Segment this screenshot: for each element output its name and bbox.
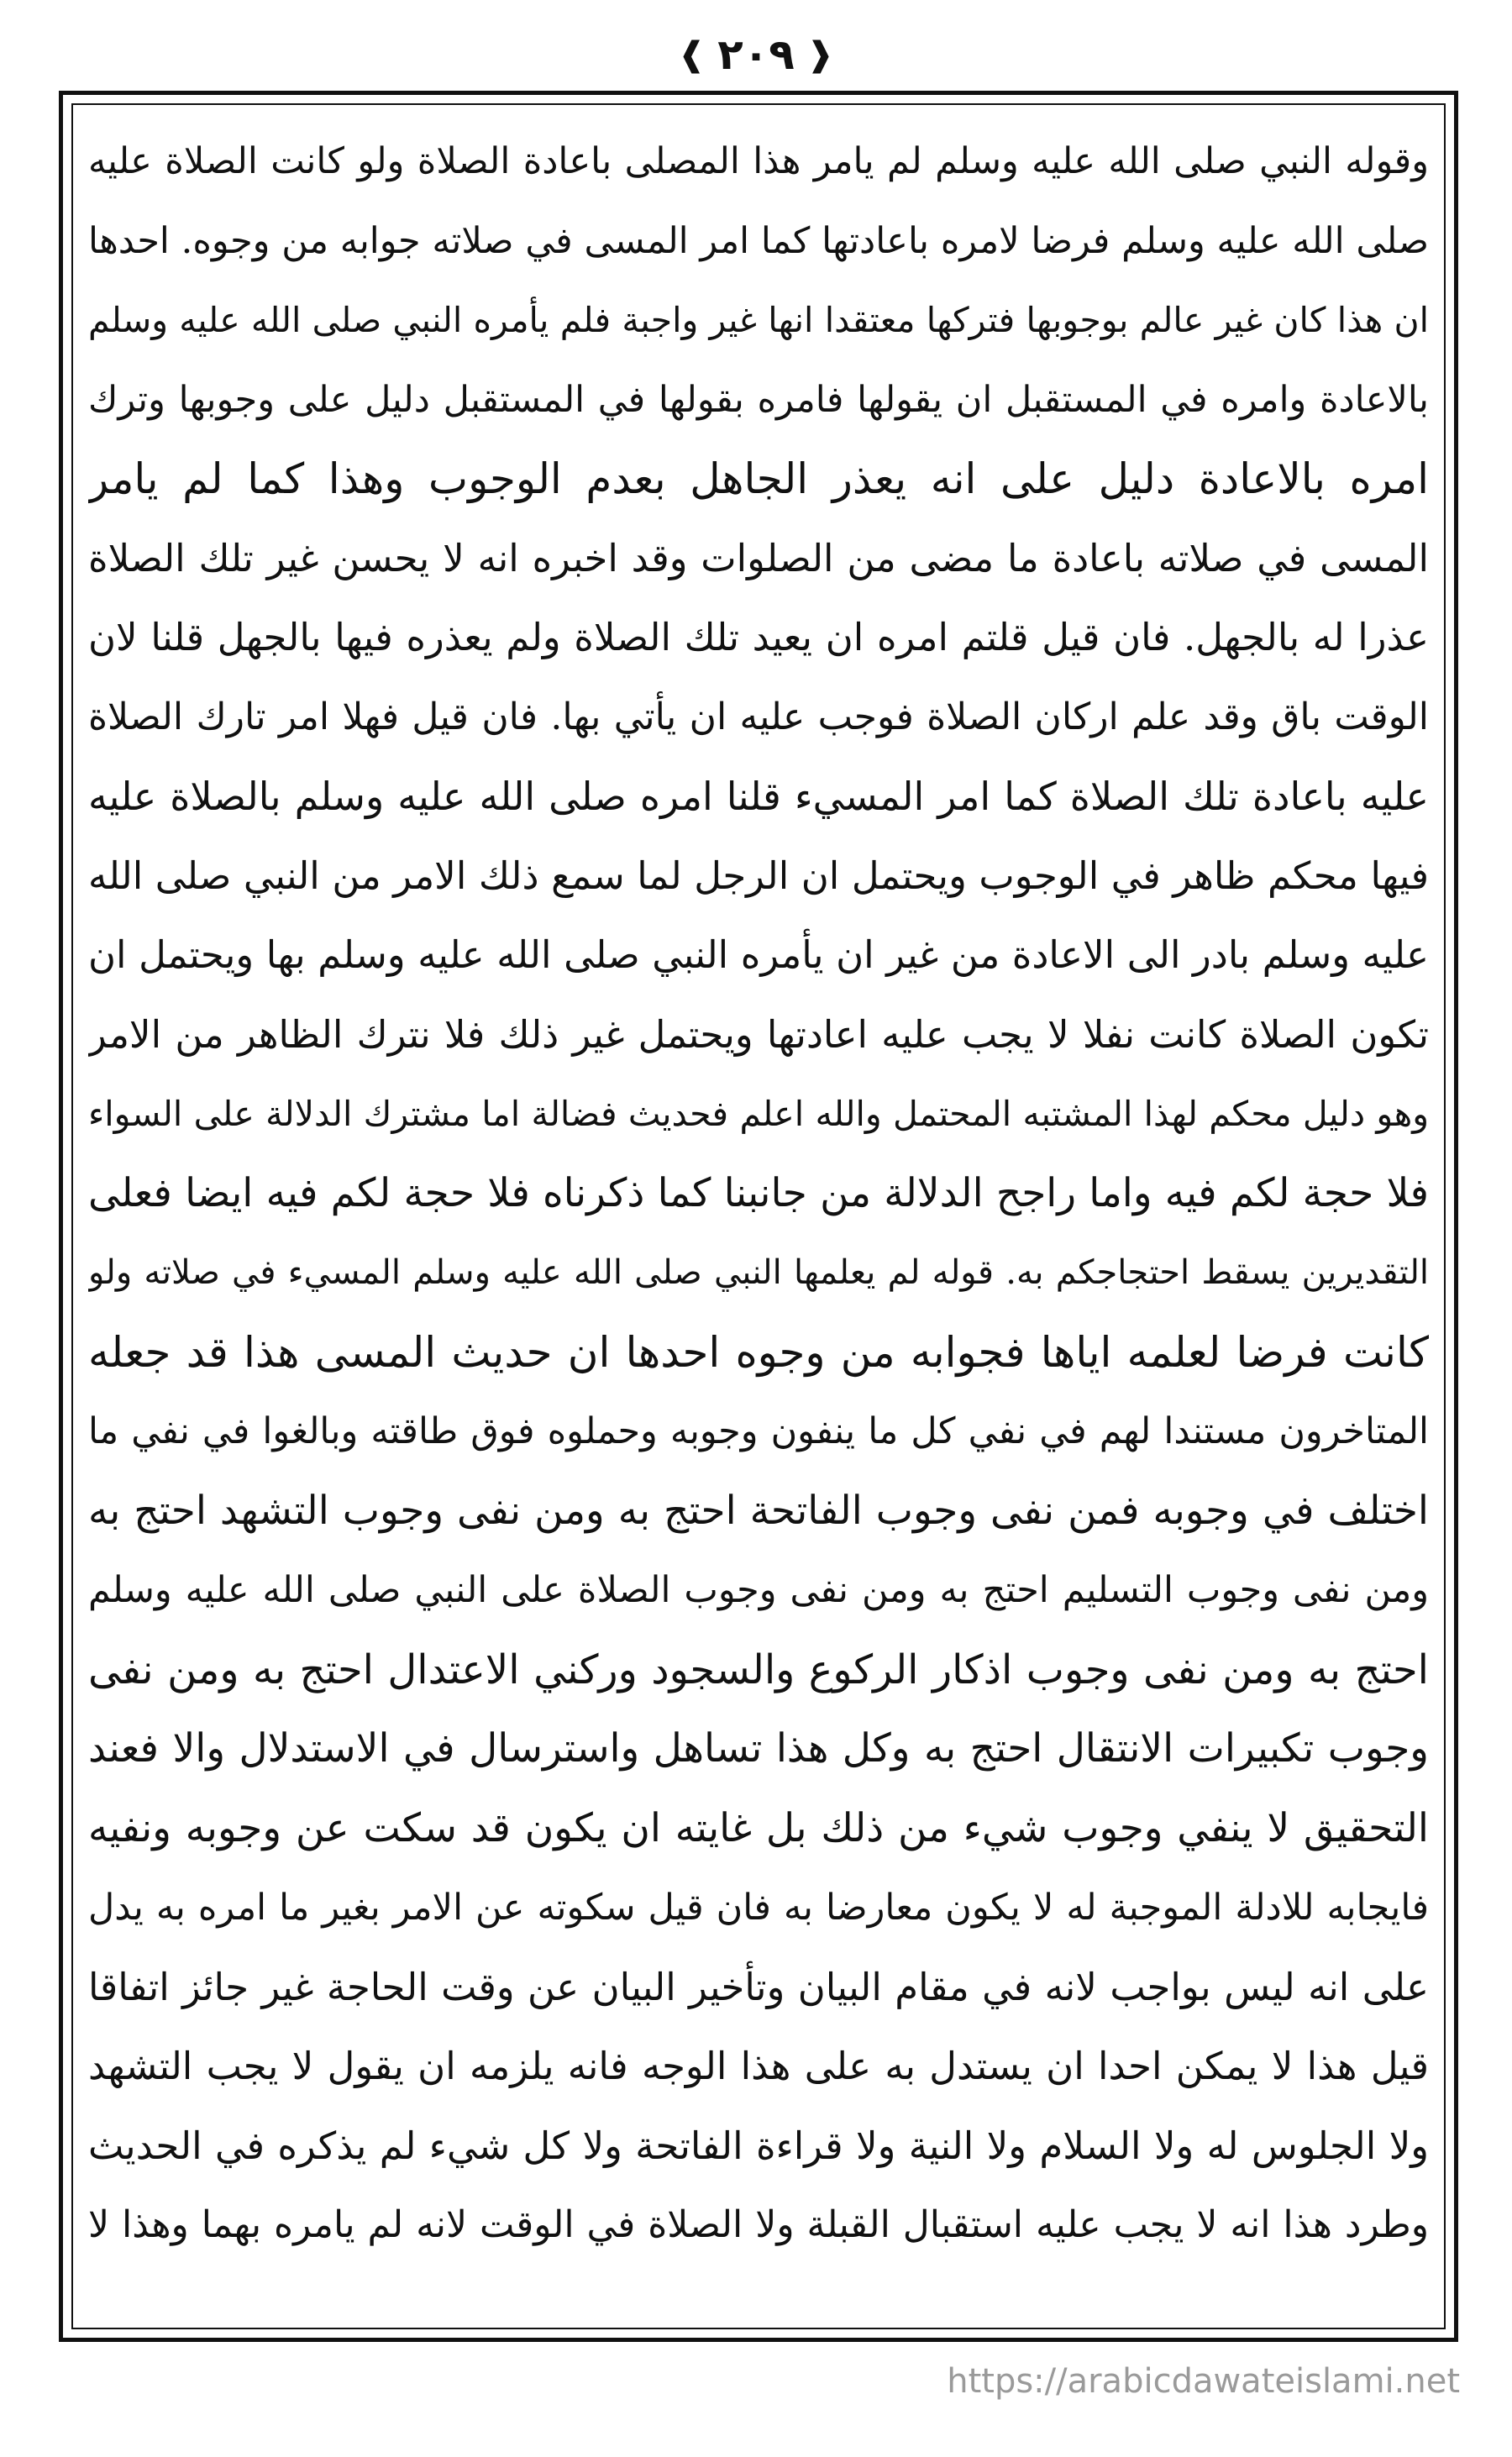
text-line-22: التحقيق لا ينفي وجوب شيء من ذلك بل غايته ان يكون قد سكت عن وجوبه ونفيه	[88, 1804, 1429, 1851]
page-frame	[59, 91, 1458, 2342]
text-line-8: الوقت باق وقد علم اركان الصلاة فوجب عليه ان يأتي بها. فان قيل فهلا امر تارك الصلاة	[88, 695, 1429, 738]
text-line-7: عذرا له بالجهل. فان قيل قلتم امره ان يعيد تلك الصلاة ولم يعذره فيها بالجهل قلنا لان	[88, 615, 1429, 659]
text-line-16: كانت فرضا لعلمه اياها فجوابه من وجوه احدها ان حديث المسى هذا قد جعله	[88, 1327, 1429, 1377]
text-line-6: المسى في صلاته باعادة ما مضى من الصلوات وقد اخبره انه لا يحسن غير تلك الصلاة	[88, 535, 1429, 580]
text-line-23: فايجابه للادلة الموجبة له لا يكون معارضا به فان قيل سكوته عن الامر بغير ما امره به يدل	[88, 1887, 1429, 1929]
text-line-25: قيل هذا لا يمكن احدا ان يستدل به على هذا الوجه فانه يلزمه ان يقول لا يجب التشهد	[88, 2044, 1429, 2088]
text-line-5: امره بالاعادة دليل على انه يعذر الجاهل بعدم الوجوب وهذا كما لم يامر	[88, 454, 1429, 503]
text-line-13: وهو دليل محكم لهذا المشتبه المحتمل والله اعلم فحديث فضالة اما مشترك الدلالة على السواء	[88, 1094, 1429, 1134]
page-header	[0, 25, 1512, 84]
text-line-11: عليه وسلم بادر الى الاعادة من غير ان يأمره النبي صلى الله عليه وسلم بها ويحتمل ان	[88, 932, 1429, 977]
body-text	[88, 122, 1429, 2313]
text-line-27: وطرد هذا انه لا يجب عليه استقبال القبلة ولا الصلاة في الوقت لانه لم يامره بهما وهذا لا	[88, 2203, 1429, 2246]
text-line-18: اختلف في وجوبه فمن نفى وجوب الفاتحة احتج به ومن نفى وجوب التشهد احتج به	[88, 1487, 1429, 1534]
text-line-10: فيها محكم ظاهر في الوجوب ويحتمل ان الرجل لما سمع ذلك الامر من النبي صلى الله	[88, 853, 1429, 898]
text-line-20: احتج به ومن نفى وجوب اذكار الركوع والسجود وركني الاعتدال احتج به ومن نفى	[88, 1646, 1429, 1693]
page-number-ornament	[678, 30, 835, 79]
text-line-3: ان هذا كان غير عالم بوجوبها فتركها معتقدا انها غير واجبة فلم يأمره النبي صلى الله عليه وسلم	[88, 300, 1429, 340]
text-line-4: بالاعادة وامره في المستقبل ان يقولها فامره بقولها في المستقبل دليل على وجوبها وترك	[88, 378, 1429, 421]
text-line-26: ولا الجلوس له ولا السلام ولا النية ولا قراءة الفاتحة ولا كل شيء لم يذكره في الحديث	[88, 2123, 1429, 2168]
left-ornament-icon: ❰	[677, 35, 706, 74]
watermark-url: https://arabicdawateislami.net	[947, 2362, 1460, 2401]
text-line-14: فلا حجة لكم فيه واما راجح الدلالة من جانبنا كما ذكرناه فلا حجة لكم فيه ايضا فعلى	[88, 1169, 1429, 1216]
page-number: ٢٠٩	[717, 30, 795, 79]
text-line-21: وجوب تكبيرات الانتقال احتج به وكل هذا تساهل واسترسال في الاستدلال والا فعند	[88, 1725, 1429, 1772]
text-line-19: ومن نفى وجوب التسليم احتج به ومن نفى وجوب الصلاة على النبي صلى الله عليه وسلم	[88, 1569, 1429, 1611]
text-line-2: صلى الله عليه وسلم فرضا لامره باعادتها كما امر المسى في صلاته جوابه من وجوه. احدها	[88, 219, 1429, 262]
right-ornament-icon: ❱	[806, 35, 835, 74]
text-line-15: التقديرين يسقط احتجاجكم به. قوله لم يعلمها النبي صلى الله عليه وسلم المسيء في صلاته ولو	[88, 1253, 1429, 1292]
text-line-9: عليه باعادة تلك الصلاة كما امر المسيء قلنا امره صلى الله عليه وسلم بالصلاة عليه	[88, 774, 1429, 819]
text-line-12: تكون الصلاة كانت نفلا لا يجب عليه اعادتها ويحتمل غير ذلك فلا نترك الظاهر من الامر	[88, 1011, 1429, 1057]
text-line-1: وقوله النبي صلى الله عليه وسلم لم يامر هذا المصلى باعادة الصلاة ولو كانت الصلاة عليه	[88, 140, 1429, 182]
text-line-17: المتاخرون مستندا لهم في نفي كل ما ينفون وجوبه وحملوه فوق طاقته وبالغوا في نفي ما	[88, 1410, 1429, 1452]
text-line-24: على انه ليس بواجب لانه في مقام البيان وتأخير البيان عن وقت الحاجة غير جائز اتفاقا	[88, 1964, 1429, 2009]
